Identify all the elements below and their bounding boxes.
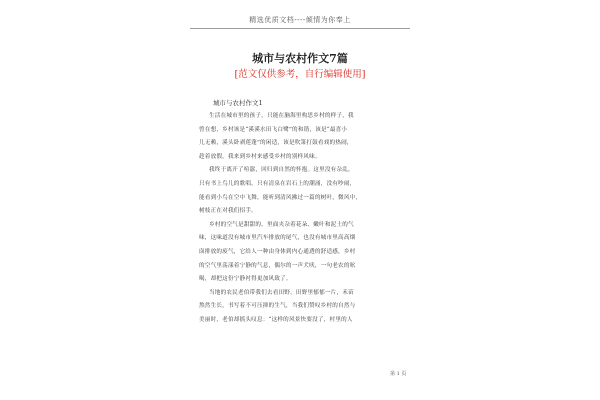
body-line: 生活在城市里的孩子，只能在脑海里构思乡村的样子，我 [209,113,354,119]
body-line: 能看到小鸟在空中飞舞，能听到清风拂过一篇的树叶，微风中， [199,194,362,201]
body-line: 当地的农民老伯带我们去看田野，田野里郁郁一片，禾苗 [209,289,354,296]
body-line: 乡村的空气是甜甜的，里面夹杂着花朵、嫩叶和泥土的气 [209,221,354,228]
body-line: 我终于离开了喧嚣，回归到自然的怀抱。这里没有杂乱， [209,167,354,174]
body-line: 的空气里荡漾着宁静的气息，偶尔的一声犬吠，一句老农的吆 [199,262,356,269]
body-line: 美丽时，老伯却摇头叹息：“这样的风景快要没了，村里的人 [199,316,353,323]
body-line: 趁着放假，我来到乡村来感受乡村的别样风味。 [199,153,321,160]
page-number: 第 1 页 [390,371,407,377]
section-title: 城市与农村作文1 [213,99,263,107]
body-text [199,110,406,328]
body-line: 曾在想，乡村该是“溪溪水田飞白鹭”的和谐，该是“最喜小 [199,126,348,133]
document-title: 城市与农村作文7篇 [252,52,348,65]
body-line: 树枝正在对我们招手。 [199,208,257,215]
document-subtitle: [范文仅供参考，自行编辑使用] [234,69,366,80]
header-divider [190,28,410,29]
body-line: 儿无赖，溪头卧剥莲蓬”的闲适，该是吹箫打鼓看戏的热闹， [199,140,353,147]
body-line: 喝，却把这份宁静衬得更加风致了。 [199,276,292,283]
body-line: 囱排放的废气，它给人一种由身体到内心通透的舒适感，乡村 [199,248,356,255]
body-line: 熬然生长，书写着不可压抑的生气，当我们赞叹乡村的自然与 [199,303,356,310]
body-line: 只有书上鸟儿的歌唱，只有清泉在岩石上的潮涌，没有吵闹， [199,180,356,187]
body-line: 味，这味道没有城市里汽车排放的尾气，也没有城市里高高烟 [199,235,356,242]
page-header: 精选优质文档----倾情为你奉上 [249,16,351,24]
